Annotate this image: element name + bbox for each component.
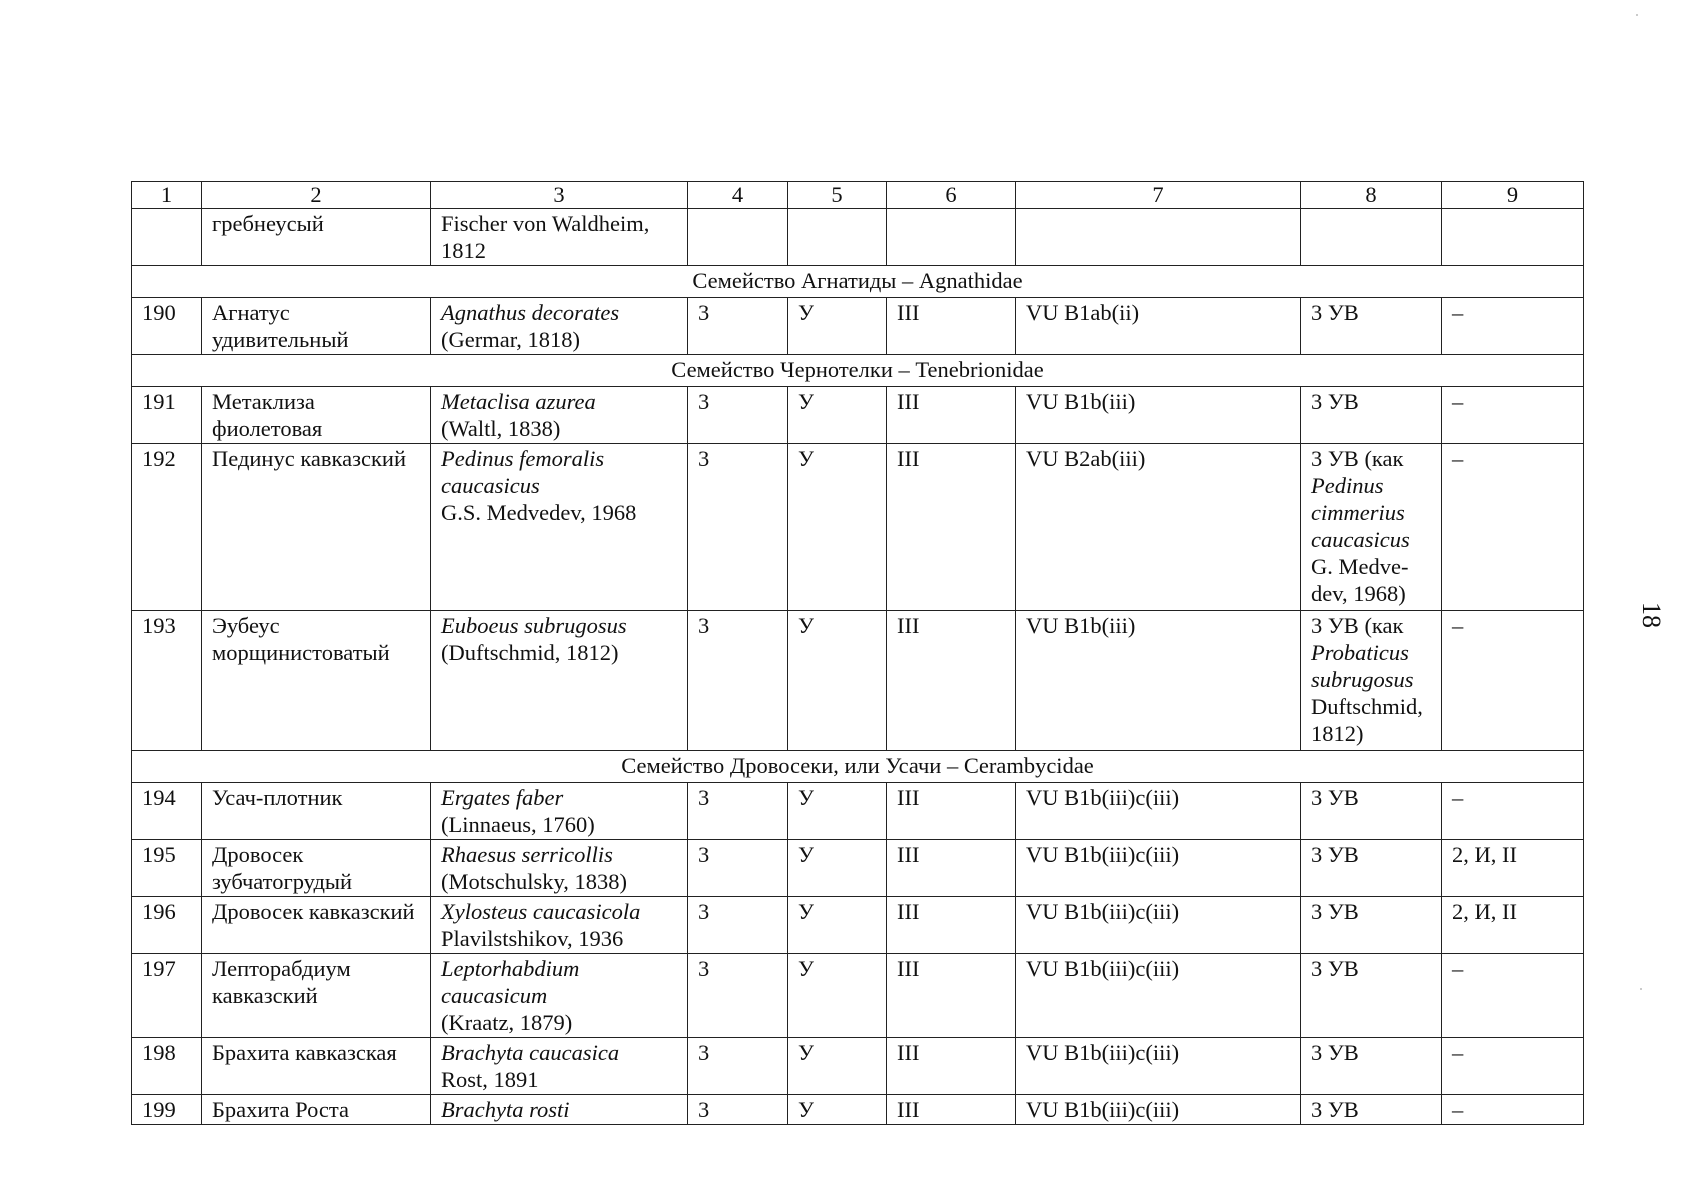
- col-5-value: У: [788, 1095, 887, 1125]
- col-7-value: VU B1b(iii)c(iii): [1016, 897, 1301, 954]
- row-number: 196: [132, 897, 202, 954]
- col-7-value: VU B1b(iii)c(iii): [1016, 1038, 1301, 1095]
- latin-name: [431, 840, 688, 897]
- cell-text-line: 3 УВ: [1311, 842, 1359, 867]
- col-8-value: [1301, 387, 1442, 444]
- col-6-value: III: [887, 840, 1016, 897]
- col-9-value: –: [1442, 298, 1584, 355]
- row-number: 193: [132, 611, 202, 751]
- cell-text-line: (Germar, 1818): [441, 327, 581, 352]
- scan-speck: [1636, 14, 1638, 16]
- cell-text-line: (Motschulsky, 1838): [441, 869, 628, 894]
- cell-text-line: G.S. Medvedev, 1968: [441, 500, 637, 525]
- cell-text-line: 3 УВ: [1311, 785, 1359, 810]
- russian-name: Дровосек кавказский: [202, 897, 431, 954]
- cell-text-line: G. Medve-: [1311, 554, 1409, 579]
- col-6-value: III: [887, 444, 1016, 611]
- col-7-value: VU B1b(iii)c(iii): [1016, 1095, 1301, 1125]
- col-4-value: 3: [688, 444, 788, 611]
- cell-text-line: (Kraatz, 1879): [441, 1010, 573, 1035]
- latin-name: [431, 783, 688, 840]
- col-5-value: У: [788, 387, 887, 444]
- col-6-value: III: [887, 611, 1016, 751]
- col-5-value: У: [788, 1038, 887, 1095]
- cell-text-line: Brachyta caucasica: [441, 1040, 620, 1065]
- cell-text-line: (Duftschmid, 1812): [441, 640, 619, 665]
- col-8-value: [1301, 954, 1442, 1038]
- table-body: [132, 182, 1584, 1125]
- russian-name: гребнеусый: [202, 209, 431, 266]
- col-4-value: 3: [688, 1095, 788, 1125]
- col-7-value: VU B1b(iii): [1016, 611, 1301, 751]
- col-8-value: [1301, 611, 1442, 751]
- latin-name: [431, 897, 688, 954]
- cell-text-line: caucasicum: [441, 983, 548, 1008]
- cell-text-line: dev, 1968): [1311, 581, 1406, 606]
- col-9-value: –: [1442, 783, 1584, 840]
- family-name: Семейство Чернотелки – Tenebrionidae: [132, 355, 1584, 387]
- col-4-value: [688, 209, 788, 266]
- russian-name: Метаклиза фиолетовая: [202, 387, 431, 444]
- table-row: [132, 444, 1584, 611]
- col-9-value: –: [1442, 611, 1584, 751]
- row-number: 199: [132, 1095, 202, 1125]
- cell-text-line: 3 УВ: [1311, 1040, 1359, 1065]
- col-4-value: 3: [688, 954, 788, 1038]
- col-6-value: III: [887, 1095, 1016, 1125]
- col-9-value: 2, И, II: [1442, 840, 1584, 897]
- row-number: [132, 209, 202, 266]
- latin-name: [431, 298, 688, 355]
- cell-text-line: Agnathus decorates: [441, 300, 620, 325]
- col-9-value: –: [1442, 387, 1584, 444]
- column-number: 1: [132, 182, 202, 209]
- cell-text-line: Euboeus subrugosus: [441, 613, 627, 638]
- cell-text-line: subrugosus: [1311, 667, 1414, 692]
- column-number-row: [132, 182, 1584, 209]
- column-number: 4: [688, 182, 788, 209]
- cell-text-line: (Waltl, 1838): [441, 416, 561, 441]
- col-9-value: –: [1442, 954, 1584, 1038]
- col-6-value: III: [887, 1038, 1016, 1095]
- col-8-value: [1301, 783, 1442, 840]
- col-9-value: [1442, 209, 1584, 266]
- cell-text-line: (Linnaeus, 1760): [441, 812, 595, 837]
- column-number: 3: [431, 182, 688, 209]
- cell-text-line: 1812: [441, 238, 486, 263]
- col-5-value: У: [788, 444, 887, 611]
- table-row: [132, 1038, 1584, 1095]
- cell-text-line: 1812): [1311, 721, 1364, 746]
- col-4-value: 3: [688, 783, 788, 840]
- cell-text-line: 3 УВ: [1311, 1097, 1359, 1122]
- latin-name: [431, 444, 688, 611]
- cell-text-line: Fischer von Waldheim,: [441, 211, 650, 236]
- col-4-value: 3: [688, 298, 788, 355]
- col-5-value: У: [788, 783, 887, 840]
- col-5-value: У: [788, 840, 887, 897]
- latin-name: [431, 611, 688, 751]
- cell-text-line: 3 УВ (как: [1311, 613, 1404, 638]
- col-7-value: VU B2ab(iii): [1016, 444, 1301, 611]
- cell-text-line: Duftschmid,: [1311, 694, 1423, 719]
- col-9-value: –: [1442, 1038, 1584, 1095]
- col-5-value: У: [788, 954, 887, 1038]
- col-4-value: 3: [688, 897, 788, 954]
- col-8-value: [1301, 897, 1442, 954]
- col-5-value: У: [788, 298, 887, 355]
- latin-name: [431, 1038, 688, 1095]
- cell-text-line: 3 УВ (как: [1311, 446, 1404, 471]
- column-number: 6: [887, 182, 1016, 209]
- cell-text-line: Leptorhabdium: [441, 956, 580, 981]
- row-number: 192: [132, 444, 202, 611]
- row-number: 191: [132, 387, 202, 444]
- cell-text-line: 3 УВ: [1311, 389, 1359, 414]
- col-7-value: [1016, 209, 1301, 266]
- scan-speck: [1640, 988, 1642, 990]
- col-7-value: VU B1b(iii)c(iii): [1016, 954, 1301, 1038]
- russian-name: Дровосек зубчатогрудый: [202, 840, 431, 897]
- col-7-value: VU B1b(iii): [1016, 387, 1301, 444]
- col-5-value: [788, 209, 887, 266]
- cell-text-line: Brachyta rosti: [441, 1097, 570, 1122]
- col-4-value: 3: [688, 840, 788, 897]
- col-4-value: 3: [688, 1038, 788, 1095]
- col-6-value: [887, 209, 1016, 266]
- cell-text-line: Xylosteus caucasicola: [441, 899, 641, 924]
- table-row: [132, 611, 1584, 751]
- russian-name: Пединус кавказский: [202, 444, 431, 611]
- latin-name: [431, 209, 688, 266]
- column-number: 9: [1442, 182, 1584, 209]
- cell-text-line: 3 УВ: [1311, 300, 1359, 325]
- continuation-row: [132, 209, 1584, 266]
- column-number: 7: [1016, 182, 1301, 209]
- russian-name: Агнатус удивительный: [202, 298, 431, 355]
- col-6-value: III: [887, 954, 1016, 1038]
- cell-text-line: 3 УВ: [1311, 956, 1359, 981]
- latin-name: [431, 1095, 688, 1125]
- russian-name: Усач-плотник: [202, 783, 431, 840]
- column-number: 2: [202, 182, 431, 209]
- col-4-value: 3: [688, 611, 788, 751]
- row-number: 195: [132, 840, 202, 897]
- cell-text-line: caucasicus: [441, 473, 540, 498]
- russian-name: Брахита кавказская: [202, 1038, 431, 1095]
- russian-name: Лепторабдиум кавказский: [202, 954, 431, 1038]
- col-6-value: III: [887, 387, 1016, 444]
- russian-name: Эубеус морщинистоватый: [202, 611, 431, 751]
- family-header-row: [132, 355, 1584, 387]
- table-row: [132, 387, 1584, 444]
- col-8-value: [1301, 444, 1442, 611]
- col-6-value: III: [887, 298, 1016, 355]
- row-number: 190: [132, 298, 202, 355]
- col-8-value: [1301, 298, 1442, 355]
- latin-name: [431, 954, 688, 1038]
- row-number: 197: [132, 954, 202, 1038]
- column-number: 5: [788, 182, 887, 209]
- cell-text-line: Plavilstshikov, 1936: [441, 926, 624, 951]
- family-name: Семейство Агнатиды – Agnathidae: [132, 266, 1584, 298]
- table-row: [132, 840, 1584, 897]
- col-9-value: –: [1442, 444, 1584, 611]
- family-header-row: [132, 266, 1584, 298]
- col-8-value: [1301, 209, 1442, 266]
- latin-name: [431, 387, 688, 444]
- col-6-value: III: [887, 897, 1016, 954]
- family-name: Семейство Дровосеки, или Усачи – Cerambycidae: [132, 751, 1584, 783]
- col-7-value: VU B1b(iii)c(iii): [1016, 840, 1301, 897]
- table-row: [132, 298, 1584, 355]
- col-9-value: –: [1442, 1095, 1584, 1125]
- col-7-value: VU B1ab(ii): [1016, 298, 1301, 355]
- table-row: [132, 1095, 1584, 1125]
- cell-text-line: Metaclisa azurea: [441, 389, 596, 414]
- cell-text-line: Pedinus: [1311, 473, 1384, 498]
- col-8-value: [1301, 1038, 1442, 1095]
- table-row: [132, 783, 1584, 840]
- row-number: 198: [132, 1038, 202, 1095]
- row-number: 194: [132, 783, 202, 840]
- cell-text-line: cimmerius: [1311, 500, 1405, 525]
- cell-text-line: 3 УВ: [1311, 899, 1359, 924]
- col-5-value: У: [788, 611, 887, 751]
- col-4-value: 3: [688, 387, 788, 444]
- col-9-value: 2, И, II: [1442, 897, 1584, 954]
- cell-text-line: Probaticus: [1311, 640, 1409, 665]
- cell-text-line: Ergates faber: [441, 785, 564, 810]
- cell-text-line: caucasicus: [1311, 527, 1410, 552]
- table-row: [132, 897, 1584, 954]
- cell-text-line: Pedinus femoralis: [441, 446, 605, 471]
- russian-name: Брахита Роста: [202, 1095, 431, 1125]
- table-row: [132, 954, 1584, 1038]
- col-7-value: VU B1b(iii)c(iii): [1016, 783, 1301, 840]
- col-5-value: У: [788, 897, 887, 954]
- species-table: [131, 181, 1584, 1125]
- page-number: 18: [1637, 602, 1666, 628]
- column-number: 8: [1301, 182, 1442, 209]
- cell-text-line: Rhaesus serricollis: [441, 842, 613, 867]
- family-header-row: [132, 751, 1584, 783]
- col-8-value: [1301, 1095, 1442, 1125]
- col-6-value: III: [887, 783, 1016, 840]
- cell-text-line: Rost, 1891: [441, 1067, 539, 1092]
- col-8-value: [1301, 840, 1442, 897]
